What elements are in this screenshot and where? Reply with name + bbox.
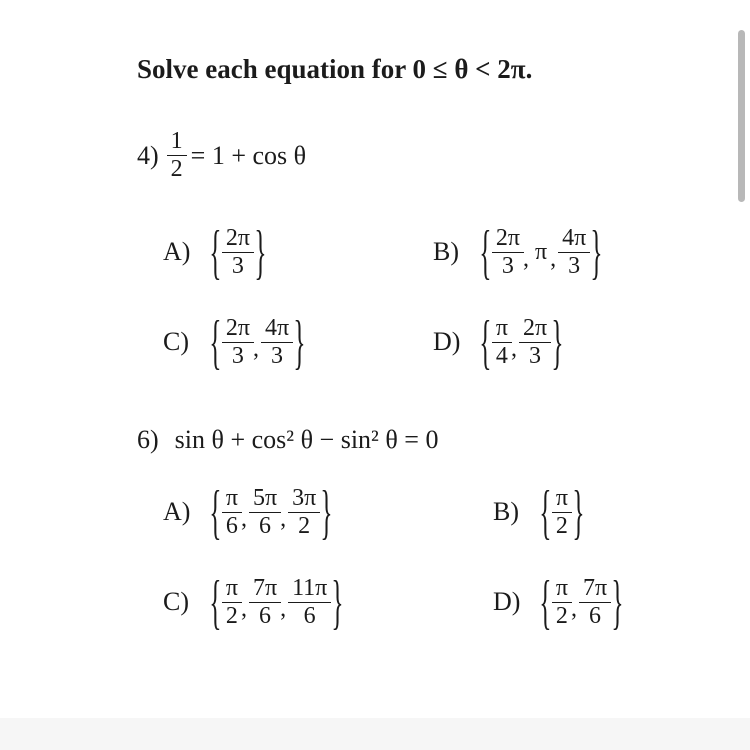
denominator: 2 xyxy=(222,602,242,630)
comma-separator: , xyxy=(240,595,247,622)
solution-set xyxy=(207,219,269,285)
numerator: 2π xyxy=(225,314,250,341)
set-fraction xyxy=(224,315,252,370)
option-letter: C) xyxy=(163,587,189,616)
option-letter: D) xyxy=(433,327,461,356)
right-brace: } xyxy=(572,479,585,545)
set-fraction xyxy=(224,575,240,630)
numerator: 5π xyxy=(252,484,278,511)
left-brace: { xyxy=(539,569,552,635)
left-brace: { xyxy=(209,219,222,285)
left-brace: { xyxy=(479,219,492,285)
denominator: 3 xyxy=(492,252,524,280)
solution-set xyxy=(477,309,566,375)
answer-option-d[interactable] xyxy=(493,569,626,635)
comma-separator: , xyxy=(510,335,517,362)
solution-set xyxy=(207,569,346,635)
instructions-heading: Solve each equation for 0 ≤ θ < 2π. xyxy=(137,54,533,84)
solution-set xyxy=(207,309,308,375)
right-brace: } xyxy=(320,479,333,545)
right-brace: } xyxy=(331,569,344,635)
answer-option-c[interactable] xyxy=(163,569,346,635)
option-letter: C) xyxy=(163,327,189,356)
equation-fraction: $\frac{1}{2}$ xyxy=(169,128,185,183)
answer-option-b[interactable] xyxy=(493,479,587,545)
set-fraction xyxy=(494,225,522,280)
option-letter: B) xyxy=(433,237,459,266)
set-fraction xyxy=(251,575,279,630)
numerator: 7π xyxy=(582,574,608,601)
denominator: 6 xyxy=(288,602,331,630)
numerator: π xyxy=(555,484,568,511)
comma-separator: , xyxy=(522,245,529,272)
numerator: 2π xyxy=(225,224,250,251)
comma-separator: , xyxy=(280,505,287,532)
problem-number: 6) xyxy=(137,425,159,454)
denominator: 3 xyxy=(222,252,254,280)
denominator: 6 xyxy=(579,602,611,630)
left-brace: { xyxy=(209,569,222,635)
numerator: 2π xyxy=(522,314,548,341)
solution-set xyxy=(537,569,626,635)
problem-4-equation xyxy=(137,128,306,183)
numerator: 7π xyxy=(252,574,278,601)
comma-separator: , xyxy=(570,595,577,622)
comma-separator: , xyxy=(252,335,259,362)
option-letter: B) xyxy=(493,497,519,526)
numerator: π xyxy=(555,574,568,601)
denominator: 6 xyxy=(222,512,242,540)
comma-separator: , xyxy=(280,595,287,622)
option-letter: D) xyxy=(493,587,521,616)
numerator: π xyxy=(225,484,238,511)
comma-separator: , xyxy=(550,245,557,272)
denominator: 3 xyxy=(261,342,293,370)
numerator: 11π xyxy=(292,574,328,601)
right-brace: } xyxy=(293,309,306,375)
left-brace: { xyxy=(539,479,552,545)
set-fraction xyxy=(263,315,291,370)
right-brace: } xyxy=(551,309,564,375)
option-letter: A) xyxy=(163,237,191,266)
bottom-strip xyxy=(0,718,750,750)
comma-separator: , xyxy=(240,505,247,532)
left-brace: { xyxy=(479,309,492,375)
solution-set xyxy=(537,479,587,545)
denominator: 4 xyxy=(492,342,512,370)
set-fraction xyxy=(521,315,549,370)
answer-option-a[interactable] xyxy=(163,219,269,285)
left-brace: { xyxy=(209,309,222,375)
answer-option-a[interactable] xyxy=(163,479,335,545)
right-brace: } xyxy=(611,569,624,635)
answer-option-b[interactable] xyxy=(433,219,605,285)
vertical-scrollbar[interactable] xyxy=(738,30,745,202)
set-fraction xyxy=(554,485,570,540)
solution-set xyxy=(207,479,335,545)
set-fraction xyxy=(290,485,318,540)
option-letter: A) xyxy=(163,497,191,526)
set-term: π xyxy=(534,238,548,265)
numerator: 4π xyxy=(264,314,290,341)
equation-text: sin θ + cos² θ − sin² θ = 0 xyxy=(174,425,439,454)
answer-option-d[interactable] xyxy=(433,309,566,375)
set-fraction xyxy=(224,225,252,280)
numerator: 3π xyxy=(292,484,317,511)
denominator: 2 xyxy=(552,602,572,630)
denominator: 3 xyxy=(222,342,254,370)
set-fraction xyxy=(494,315,510,370)
denominator: 6 xyxy=(249,512,281,540)
denominator: 6 xyxy=(249,602,281,630)
problem-6-equation xyxy=(137,425,438,455)
denominator: 3 xyxy=(558,252,590,280)
denominator: 2 xyxy=(552,512,572,540)
problem-number: 4) xyxy=(137,140,159,170)
set-fraction xyxy=(554,575,570,630)
denominator: 2 xyxy=(288,512,320,540)
set-fraction xyxy=(224,485,240,540)
solution-set xyxy=(477,219,605,285)
set-fraction xyxy=(290,575,329,630)
answer-option-c[interactable] xyxy=(163,309,308,375)
denominator: 3 xyxy=(519,342,551,370)
right-brace: } xyxy=(254,219,267,285)
set-fraction xyxy=(560,225,588,280)
numerator: π xyxy=(495,314,508,341)
set-fraction xyxy=(581,575,609,630)
numerator: 2π xyxy=(495,224,520,251)
left-brace: { xyxy=(209,479,222,545)
set-fraction xyxy=(251,485,279,540)
numerator: 4π xyxy=(562,224,587,251)
numerator: π xyxy=(225,574,238,601)
right-brace: } xyxy=(590,219,603,285)
equation-text: = 1 + cos θ xyxy=(190,140,307,170)
